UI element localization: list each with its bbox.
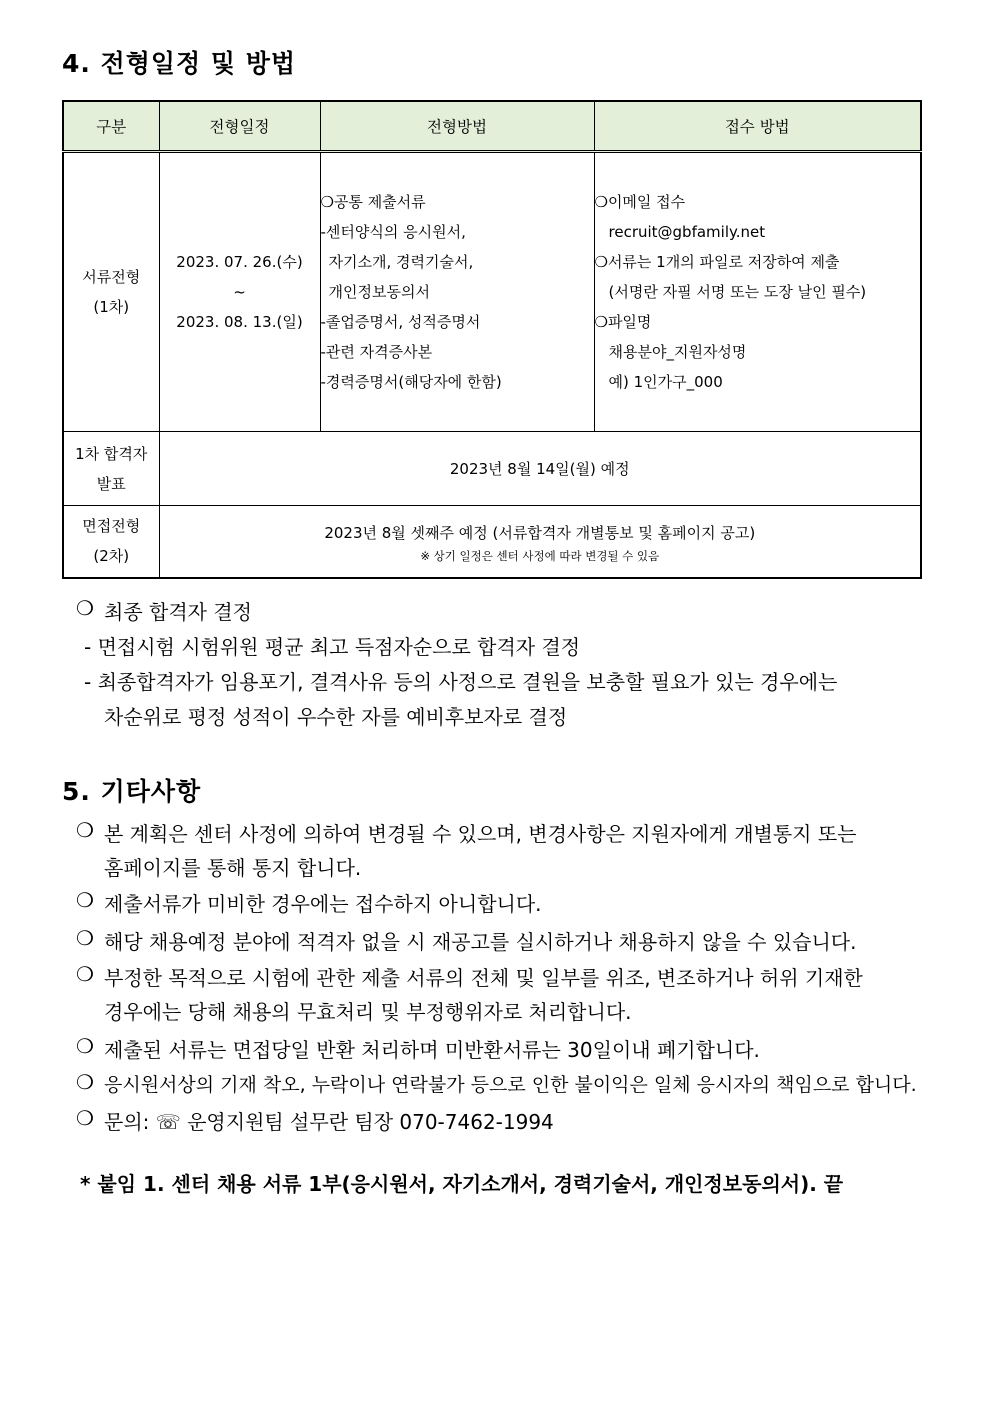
row1-schedule: 2023. 07. 26.(수) ~ 2023. 08. 13.(일) — [159, 152, 320, 432]
row1-category: 서류전형 (1차) — [63, 152, 159, 432]
table-row — [63, 152, 921, 432]
attachment-note: * 붙임 1. 센터 채용 서류 1부(응시원서, 자기소개서, 경력기술서, 개인정보동의서). 끝 — [80, 1172, 844, 1196]
table-row — [63, 506, 921, 578]
row3-content: 2023년 8월 셋째주 예정 (서류합격자 개별통보 및 홈페이지 공고) ※ 상기 일정은 센터 사정에 따라 변경될 수 있음 — [159, 506, 921, 578]
row1-method: ❍공통 제출서류 -센터양식의 응시원서, 자기소개, 경력기술서, 개인정보동의서 -졸업증명서, 성적증명서 -관련 자격증사본 -경력증명서(해당자에 한함) — [320, 152, 594, 432]
table-header-row — [63, 101, 921, 152]
section-4-title: 4. 전형일정 및 방법 — [62, 49, 297, 78]
header-schedule: 전형일정 — [159, 101, 320, 152]
row3-category: 면접전형 (2차) — [63, 506, 159, 578]
section-5-title: 5. 기타사항 — [62, 777, 202, 806]
schedule-table — [62, 100, 922, 579]
row2-category: 1차 합격자 발표 — [63, 432, 159, 506]
schedule-note: ※ 상기 일정은 센터 사정에 따라 변경될 수 있음 — [420, 549, 660, 564]
header-method: 전형방법 — [320, 101, 594, 152]
header-receipt: 접수 방법 — [594, 101, 921, 152]
row2-content: 2023년 8월 14일(월) 예정 — [159, 432, 921, 506]
row1-receipt: ❍이메일 접수 recruit@gbfamily.net ❍서류는 1개의 파일로 저장하여 제출 (서명란 자필 서명 또는 도장 날인 필수) ❍파일명 채용분야_지원자성명 예) 1인가구_000 — [594, 152, 921, 432]
table-row — [63, 432, 921, 506]
header-category: 구분 — [63, 101, 159, 152]
